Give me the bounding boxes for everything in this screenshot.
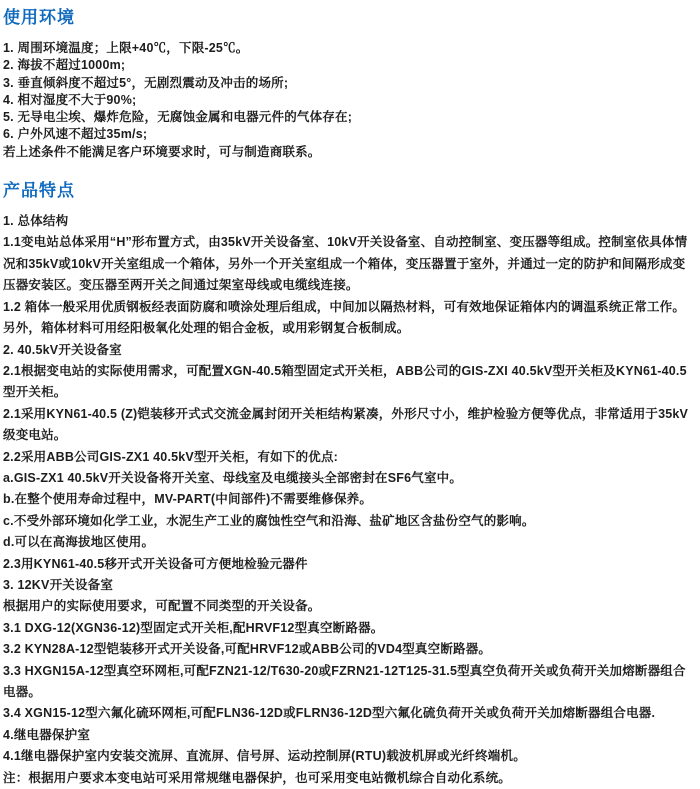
env-note-line: 若上述条件不能满足客户环境要求时，可与制造商联系。 [3,144,321,159]
feature-bullet-item: a.GIS-ZX1 40.5kV开关设备将开关室、母线室及电缆接头全部密封在SF6气室中。 [3,470,463,485]
feature-paragraph: 3.2 KYN28A-12型铠装移开式开关设备,可配HRVF12或ABB公司的VD4型真空断路器。 [3,642,492,657]
feature-section-heading: 1. 总体结构 [3,214,69,229]
feature-paragraph: 4.1继电器保护室内安装交流屏、直流屏、信号屏、运动控制屏(RTU)载波机屏或光纤终端机。 [3,749,526,764]
feature-bullet-item: d.可以在高海拔地区使用。 [3,535,155,550]
usage-environment-list [3,40,695,161]
feature-paragraph: 2.3用KYN61-40.5移开式开关设备可方便地检验元器件 [3,556,308,571]
feature-paragraph: 2.2采用ABB公司GIS-ZX1 40.5kV型开关柜，有如下的优点: [3,449,339,464]
env-condition-line: 4. 相对湿度不大于90%; [3,92,137,107]
feature-bullet-item: c.不受外部环境如化学工业，水泥生产工业的腐蚀性空气和沿海、盐矿地区含盐份空气的影响。 [3,513,535,528]
feature-paragraph: 2.1采用KYN61-40.5 (Z)铠装移开式式交流金属封闭开关柜结构紧凑，外形尺寸小，维护检验方便等优点，非常适用于35kV级变电站。 [3,406,689,443]
feature-bullet-item: b.在整个使用寿命过程中，MV-PART(中间部件)不需要维修保养。 [3,492,373,507]
feature-paragraph: 1.2 箱体一般采用优质钢板经表面防腐和喷涂处理后组成，中间加以隔热材料，可有效地保证箱体内的调温系统正常工作。另外，箱体材料可用经阳极氧化处理的铝合金板，或用彩钢复合板制成。 [3,299,686,336]
section-title-usage-environment: 使用环境 [3,8,75,27]
env-condition-line: 2. 海拔不超过1000m; [3,58,126,73]
env-condition-line: 6. 户外风速不超过35m/s; [3,127,148,142]
feature-paragraph: 3.3 HXGN15A-12型真空环网柜,可配FZN21-12/T630-20或FZRN21-12T125-31.5型真空负荷开关或负荷开关加熔断器组合电器。 [3,663,686,700]
env-condition-line: 5. 无导电尘埃、爆炸危险，无腐蚀金属和电器元件的气体存在; [3,110,353,125]
feature-paragraph: 3.1 DXG-12(XGN36-12)型固定式开关柜,配HRVF12型真空断路器。 [3,620,384,635]
product-features-content [3,211,695,789]
feature-section-heading: 3. 12KV开关设备室 [3,577,114,592]
section-title-product-features: 产品特点 [3,181,75,201]
env-condition-line: 1. 周围环境温度；上限+40℃，下限-25℃。 [3,41,249,55]
feature-paragraph: 1.1变电站总体采用“H”形布置方式，由35kV开关设备室、10kV开关设备室、自动控制室、变压器等组成。控制室依具体情况和35kV或10kV开关室组成一个箱体，另外一个开关室组成一个箱体，变压器置于室外，并通过一定的防护和间隔形成变压器安装区。变压器至两开关之间通过架室母线或电缆线连接。 [3,235,688,293]
feature-paragraph: 2.1根据变电站的实际使用需求，可配置XGN-40.5箱型固定式开关柜，ABB公司的GIS-ZXI 40.5kV型开关柜及KYN61-40.5型开关柜。 [3,363,687,400]
feature-paragraph: 3.4 XGN15-12型六氟化硫环网柜,可配FLN36-12D或FLRN36-12D型六氟化硫负荷开关或负荷开关加熔断器组合电器. [3,706,656,721]
feature-section-heading: 2. 40.5kV开关设备室 [3,342,122,357]
feature-section-heading: 4.继电器保护室 [3,727,91,742]
footer-note: 注：根据用户要求本变电站可采用常规继电器保护，也可采用变电站微机综合自动化系统。 [3,770,512,785]
feature-paragraph: 根据用户的实际使用要求，可配置不同类型的开关设备。 [3,599,321,614]
env-condition-line: 3. 垂直倾斜度不超过5°，无剧烈震动及冲击的场所; [3,75,289,90]
